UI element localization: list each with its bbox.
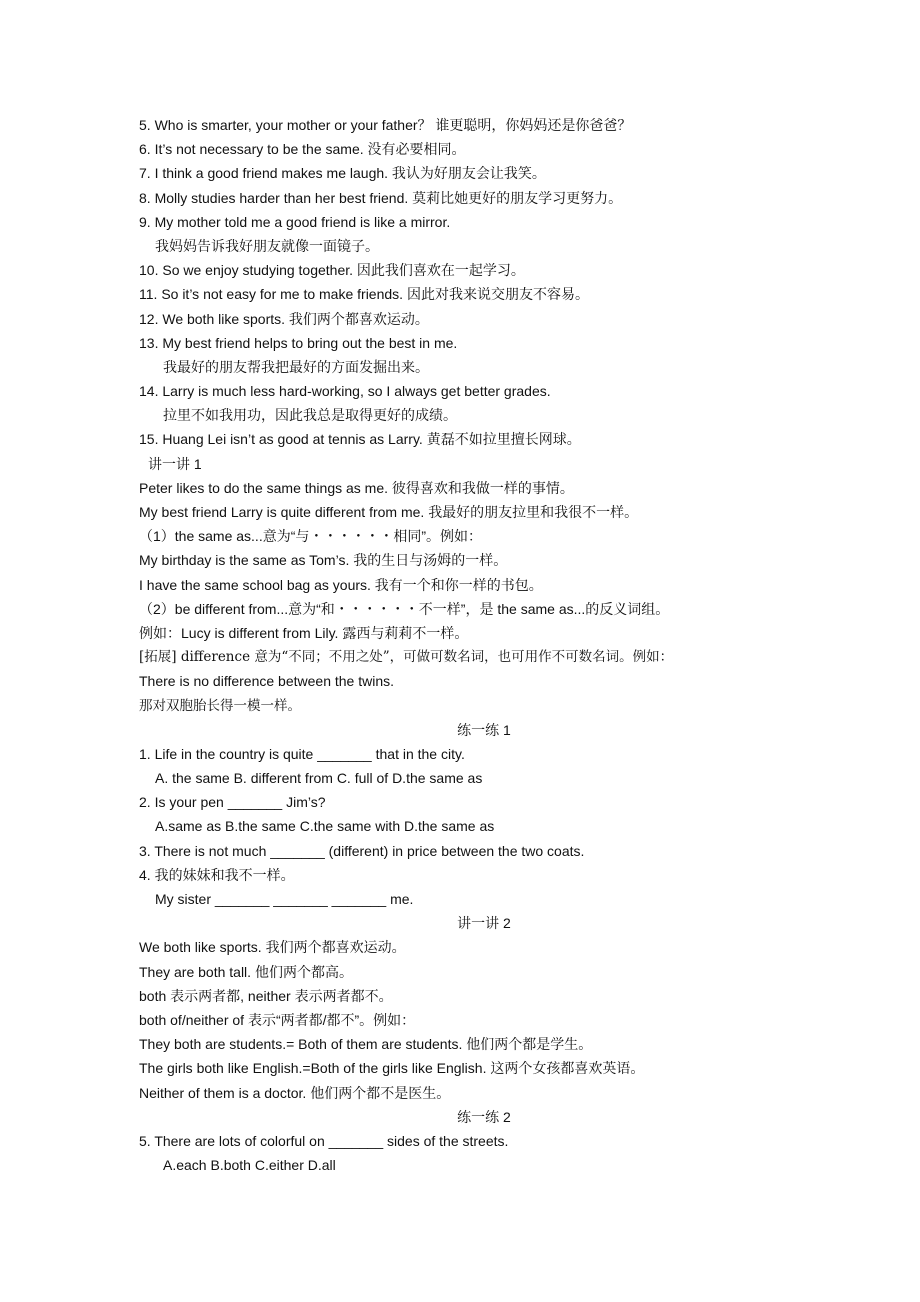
text-line: Peter likes to do the same things as me. 彼得喜欢和我做一样的事情。	[139, 479, 574, 496]
text-line: My best friend Larry is quite different from me. 我最好的朋友拉里和我很不一样。	[139, 504, 639, 520]
text-line: The girls both like English.=Both of the girls like English. 这两个女孩都喜欢英语。	[139, 1060, 645, 1077]
text-line: 13. My best friend helps to bring out the best in me.	[139, 334, 458, 351]
text-line: A. the same B. different from C. full of D.the same as	[155, 770, 483, 787]
text-line: My birthday is the same as Tom’s. 我的生日与汤姆的一样。	[139, 552, 508, 569]
document-page	[139, 113, 829, 1177]
text-line: 2. Is your pen _______ Jim’s?	[139, 794, 326, 811]
text-line: 我妈妈告诉我好朋友就像一面镜子。	[155, 237, 379, 254]
text-line: 11. So it’s not easy for me to make friends. 因此对我来说交朋友不容易。	[139, 286, 589, 303]
text-line: 9. My mother told me a good friend is like a mirror.	[139, 213, 451, 230]
text-line: 10. So we enjoy studying together. 因此我们喜欢在一起学习。	[139, 262, 525, 279]
text-line: 5. Who is smarter, your mother or your father？ 谁更聪明，你妈妈还是你爸爸？	[139, 117, 632, 133]
text-line: （2）be different from...意为“和・・・・・・不一样”，是 the same as...的反义词组。	[139, 600, 670, 617]
text-line: Neither of them is a doctor. 他们两个都不是医生。	[139, 1084, 451, 1101]
text-line: 4. 我的妹妹和我不一样。	[139, 866, 295, 883]
text-line: 7. I think a good friend makes me laugh. 我认为好朋友会让我笑。	[139, 165, 546, 182]
text-line: 8. Molly studies harder than her best friend. 莫莉比她更好的朋友学习更努力。	[139, 189, 623, 206]
text-line: They are both tall. 他们两个都高。	[139, 963, 353, 980]
text-line: 那对双胞胎长得一模一样。	[139, 697, 301, 714]
text-line: 1. Life in the country is quite _______ that in the city.	[139, 745, 465, 762]
text-line: 练一练 2	[457, 1108, 511, 1125]
text-line: 15. Huang Lei isn’t as good at tennis as Larry. 黄磊不如拉里擅长网球。	[139, 431, 581, 448]
text-line: both 表示两者都, neither 表示两者都不。	[139, 987, 393, 1004]
text-line: 例如：Lucy is different from Lily. 露西与莉莉不一样。	[139, 624, 469, 641]
text-line: A.each B.both C.either D.all	[163, 1157, 336, 1174]
text-line: （1）the same as...意为“与・・・・・・相同”。例如：	[139, 528, 483, 545]
text-line: 讲一讲 2	[457, 915, 511, 932]
text-line: 3. There is not much _______ (different) in price between the two coats.	[139, 842, 585, 859]
text-line: 讲一讲 1	[148, 455, 202, 472]
text-line: 14. Larry is much less hard-working, so I always get better grades.	[139, 383, 551, 400]
text-line: 12. We both like sports. 我们两个都喜欢运动。	[139, 310, 429, 327]
text-line: There is no difference between the twins.	[139, 673, 395, 690]
text-line: 拉里不如我用功，因此我总是取得更好的成绩。	[163, 407, 457, 424]
text-line: 5. There are lots of colorful on _______ sides of the streets.	[139, 1132, 509, 1149]
text-line: 练一练 1	[457, 721, 511, 738]
text-line: They both are students.= Both of them are students. 他们两个都是学生。	[139, 1036, 593, 1053]
text-line: [拓展] difference 意为“不同；不用之处”，可做可数名词，也可用作不可数名词。例如：	[139, 649, 674, 666]
text-line: We both like sports. 我们两个都喜欢运动。	[139, 939, 406, 956]
text-line: I have the same school bag as yours. 我有一个和你一样的书包。	[139, 576, 543, 593]
text-line: A.same as B.the same C.the same with D.the same as	[155, 818, 495, 835]
text-line: 6. It’s not necessary to be the same. 没有必要相同。	[139, 141, 466, 158]
text-line: 我最好的朋友帮我把最好的方面发掘出来。	[163, 358, 429, 375]
text-line: both of/neither of 表示“两者都/都不”。例如：	[139, 1011, 416, 1028]
text-line: My sister _______ _______ _______ me.	[155, 891, 414, 907]
